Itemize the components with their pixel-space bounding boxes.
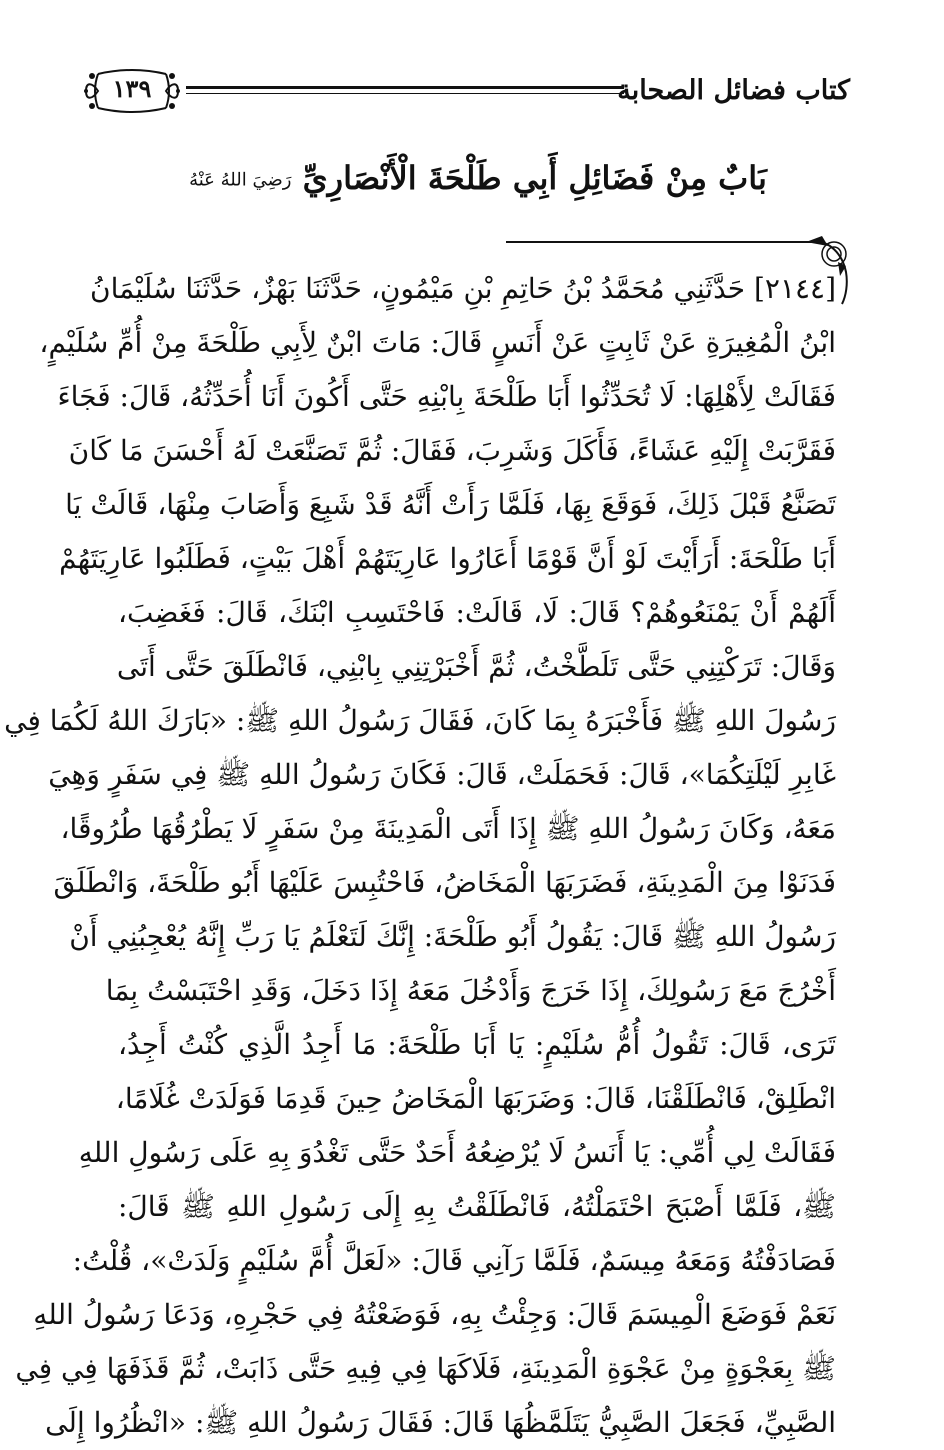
body-line: ﷺ، فَلَمَّا أَصْبَحَ احْتَمَلْتُهُ، فَانْطَلَقْتُ بِهِ إِلَى رَسُولِ اللهِ ﷺ قَالَ: — [118, 1190, 836, 1223]
page-number-badge — [82, 64, 182, 118]
body-line: مَعَهُ، وَكَانَ رَسُولُ اللهِ ﷺ إِذَا أَتَى الْمَدِينَةَ مِنْ سَفَرٍ لَا يَطْرُقُهَا طُرُوقًا، — [60, 812, 836, 845]
body-line: أَخْرُجَ مَعَ رَسُولِكَ، إِذَا خَرَجَ وَأَدْخُلَ مَعَهُ إِذَا دَخَلَ، وَقَدِ احْتَبَسْتُ بِمَا — [105, 974, 836, 1007]
body-line: نَعَمْ فَوَضَعَ الْمِيسَمَ قَالَ: وَجِئْتُ بِهِ، فَوَضَعْتُهُ فِي حَجْرِهِ، وَدَعَا رَسُولُ اللهِ — [33, 1298, 836, 1331]
chapter-title: بَابٌ مِنْ فَضَائِلِ أَبِي طَلْحَةَ الْأَنْصَارِيِّ — [302, 159, 767, 197]
body-line: فَصَادَفْتُهُ وَمَعَهُ مِيسَمٌ، فَلَمَّا رَآنِي قَالَ: «لَعَلَّ أُمَّ سُلَيْمٍ وَلَدَتْ»، قُلْتُ: — [72, 1244, 836, 1277]
body-line: أَلَهُمْ أَنْ يَمْنَعُوهُمْ؟ قَالَ: لَا، قَالَتْ: فَاحْتَسِبِ ابْنَكَ، قَالَ: فَغَضِبَ، — [118, 596, 836, 629]
honorific-text: رَضِيَ اللهُ عَنْهُ — [189, 169, 292, 191]
body-line: رَسُولَ اللهِ ﷺ فَأَخْبَرَهُ بِمَا كَانَ، فَقَالَ رَسُولُ اللهِ ﷺ: «بَارَكَ اللهُ لَكُمَا فِي — [4, 704, 836, 737]
body-line: [٢١٤٤] حَدَّثَنِي مُحَمَّدُ بْنُ حَاتِمِ بْنِ مَيْمُونٍ، حَدَّثَنَا بَهْزٌ، حَدَّثَنَا سُلَيْمَانُ — [90, 272, 836, 305]
body-line: تَصَنَّعُ قَبْلَ ذَلِكَ، فَوَقَعَ بِهَا، فَلَمَّا رَأَتْ أَنَّهُ قَدْ شَبِعَ وَأَصَابَ مِنْهَا، قَالَتْ يَا — [65, 488, 836, 521]
hadith-body — [4, 262, 836, 1439]
body-line: غَابِرِ لَيْلَتِكُمَا»، قَالَ: فَحَمَلَتْ، قَالَ: فَكَانَ رَسُولُ اللهِ ﷺ فِي سَفَرٍ وَهِيَ — [48, 758, 836, 791]
chapter-heading — [140, 156, 816, 203]
body-line: وَقَالَ: تَرَكْتِنِي حَتَّى تَلَطَّخْتُ، ثُمَّ أَخْبَرْتِنِي بِابْنِي، فَانْطَلَقَ حَتَّى أَتَى — [116, 650, 836, 683]
body-line: تَرَى، قَالَ: تَقُولُ أُمُّ سُلَيْمٍ: يَا أَبَا طَلْحَةَ: مَا أَجِدُ الَّذِي كُنْتُ أَجِدُ، — [118, 1028, 836, 1061]
body-line: فَقَالَتْ لِأَهْلِهَا: لَا تُحَدِّثُوا أَبَا طَلْحَةَ بِابْنِهِ حَتَّى أَكُونَ أَنَا أُحَدِّثُهُ، قَالَ: فَجَاءَ — [57, 380, 836, 413]
header-rule-thin — [186, 93, 624, 94]
body-line: انْطَلِقْ، فَانْطَلَقْنَا، قَالَ: وَضَرَبَهَا الْمَخَاضُ حِينَ قَدِمَا فَوَلَدَتْ غُلَامًا، — [115, 1082, 836, 1115]
body-line: فَقَالَتْ لِي أُمِّي: يَا أَنَسُ لَا يُرْضِعُهُ أَحَدٌ حَتَّى تَغْدُوَ بِهِ عَلَى رَسُولِ اللهِ — [78, 1136, 836, 1169]
body-line: الصَّبِيِّ، فَجَعَلَ الصَّبِيُّ يَتَلَمَّظُهَا قَالَ: فَقَالَ رَسُولُ اللهِ ﷺ: «انْظُرُوا إِلَى — [45, 1406, 836, 1439]
body-line: أَبَا طَلْحَةَ: أَرَأَيْتَ لَوْ أَنَّ قَوْمًا أَعَارُوا عَارِيَتَهُمْ أَهْلَ بَيْتٍ، فَطَلَبُوا عَارِيَتَهُمْ — [59, 542, 836, 575]
body-line: ابْنُ الْمُغِيرَةِ عَنْ ثَابِتٍ عَنْ أَنَسٍ قَالَ: مَاتَ ابْنٌ لِأَبِي طَلْحَةَ مِنْ أُمِّ سُلَيْمٍ، — [39, 326, 836, 359]
page-header — [82, 62, 850, 122]
running-title: كتاب فضائل الصحابة — [617, 75, 850, 106]
body-line: رَسُولُ اللهِ ﷺ قَالَ: يَقُولُ أَبُو طَلْحَةَ: إِنَّكَ لَتَعْلَمُ يَا رَبِّ إِنَّهُ يُعْجِبُنِي أَنْ — [69, 920, 836, 953]
header-rule — [186, 86, 624, 89]
body-line: فَدَنَوْا مِنَ الْمَدِينَةِ، فَضَرَبَهَا الْمَخَاضُ، فَاحْتُبِسَ عَلَيْهَا أَبُو طَلْحَةَ، وَانْطَلَقَ — [53, 866, 836, 899]
body-line: فَقَرَّبَتْ إِلَيْهِ عَشَاءً، فَأَكَلَ وَشَرِبَ، فَقَالَ: ثُمَّ تَصَنَّعَتْ لَهُ أَحْسَنَ مَا كَانَ — [68, 434, 836, 467]
page-number: ١٣٩ — [112, 74, 152, 103]
body-line: ﷺ بِعَجْوَةٍ مِنْ عَجْوَةِ الْمَدِينَةِ، فَلَاكَهَا فِي فِيهِ حَتَّى ذَابَتْ، ثُمَّ قَذَفَهَا فِي فِي — [15, 1352, 836, 1385]
